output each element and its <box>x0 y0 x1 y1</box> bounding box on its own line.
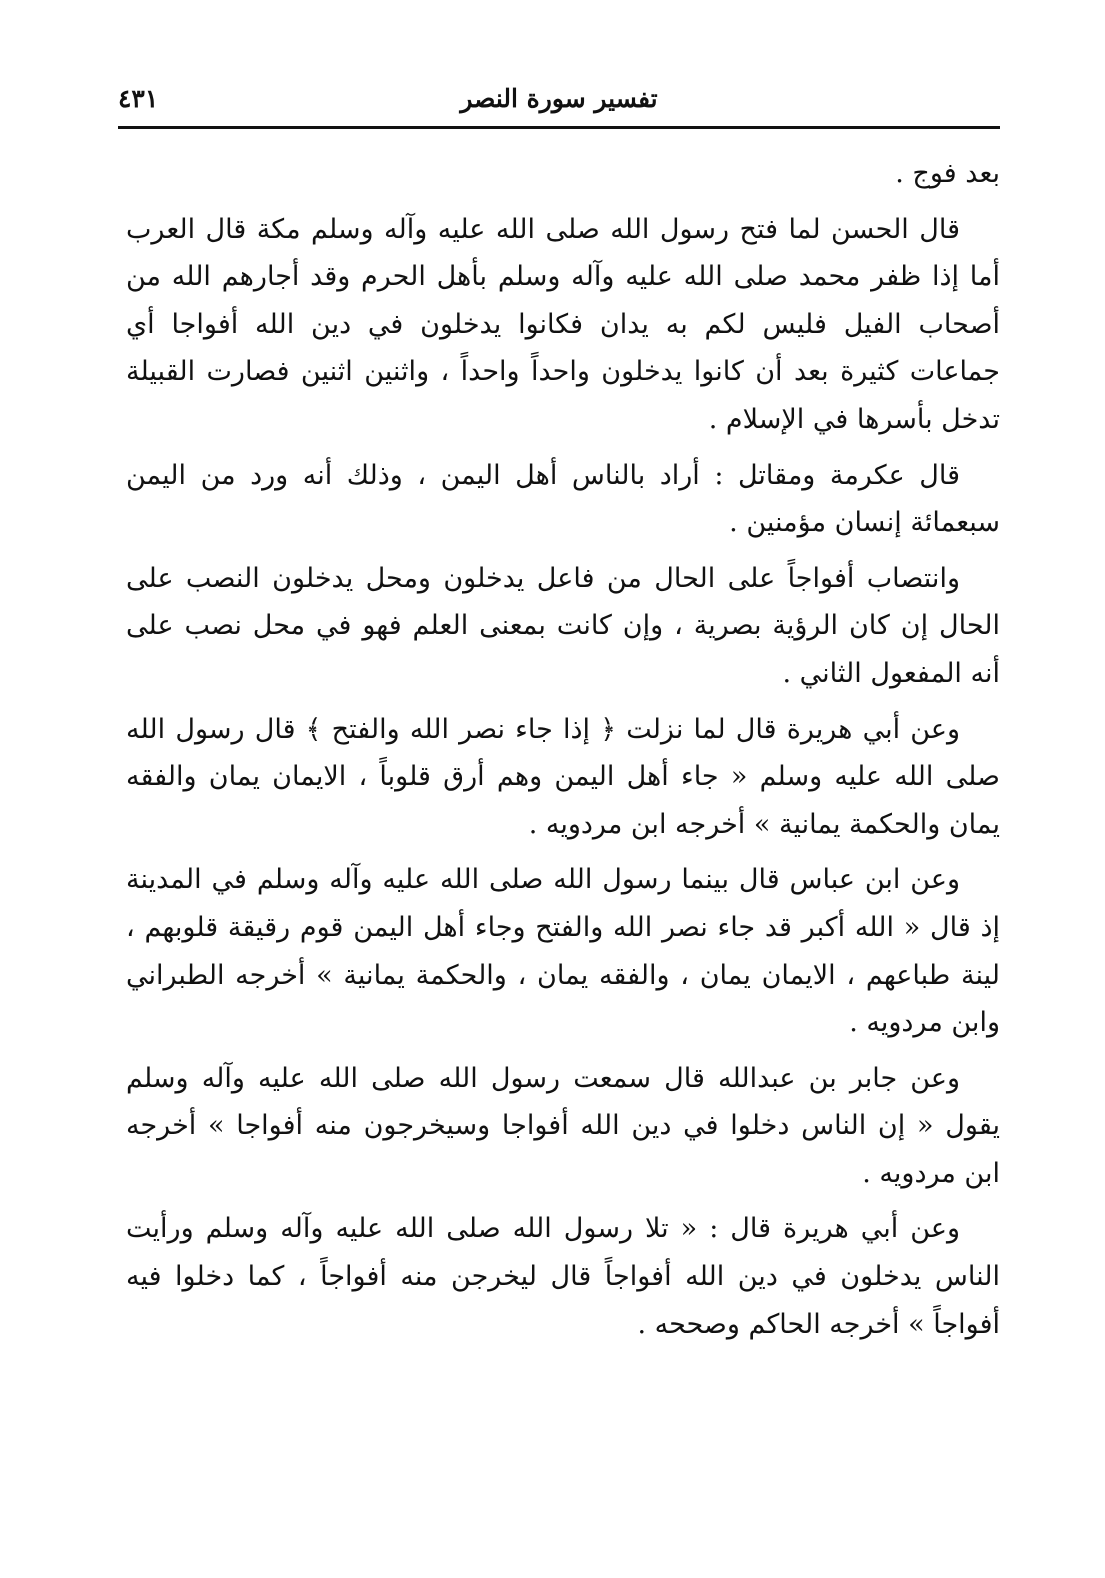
page-header <box>118 78 1000 124</box>
paragraph: قال الحسن لما فتح رسول الله صلى الله عليه وآله وسلم مكة قال العرب أما إذا ظفر محمد صلى الله عليه وآله وسلم بأهل الحرم وقد أجارهم الله من أصحاب الفيل فليس لكم به يدان فكانوا يدخلون في دين الله أفواجا أي جماعات كثيرة بعد أن كانوا يدخلون واحداً واحداً ، واثنين اثنين فصارت القبيلة تدخل بأسرها في الإسلام . <box>126 213 1000 435</box>
paragraph: وعن أبي هريرة قال لما نزلت ﴿ إذا جاء نصر الله والفتح ﴾ قال رسول الله صلى الله عليه وسلم « جاء أهل اليمن وهم أرق قلوباً ، الايمان يمان والفقه يمان والحكمة يمانية » أخرجه ابن مردويه . <box>126 713 1000 840</box>
body-text <box>126 150 1000 1356</box>
running-title: تفسير سورة النصر <box>460 84 658 113</box>
paragraph: قال عكرمة ومقاتل : أراد بالناس أهل اليمن ، وذلك أنه ورد من اليمن سبعمائة إنسان مؤمنين . <box>126 459 1000 539</box>
paragraph: وعن أبي هريرة قال : « تلا رسول الله صلى الله عليه وآله وسلم ورأيت الناس يدخلون في دين الله أفواجاً قال ليخرجن منه أفواجاً ، كما دخلوا فيه أفواجاً » أخرجه الحاكم وصححه . <box>126 1213 1000 1340</box>
header-rule <box>118 126 1000 129</box>
page-number: ٤٣١ <box>118 84 159 113</box>
paragraph: وانتصاب أفواجاً على الحال من فاعل يدخلون ومحل يدخلون النصب على الحال إن كان الرؤية بصرية ، وإن كانت بمعنى العلم فهو في محل نصب على أنه المفعول الثاني . <box>126 562 1000 689</box>
paragraph: وعن ابن عباس قال بينما رسول الله صلى الله عليه وآله وسلم في المدينة إذ قال « الله أكبر قد جاء نصر الله والفتح وجاء أهل اليمن قوم رقيقة قلوبهم ، لينة طباعهم ، الايمان يمان ، والفقه يمان ، والحكمة يمانية » أخرجه الطبراني وابن مردويه . <box>126 864 1000 1039</box>
paragraph: وعن جابر بن عبدالله قال سمعت رسول الله صلى الله عليه وآله وسلم يقول « إن الناس دخلوا في دين الله أفواجا وسيخرجون منه أفواجا » أخرجه ابن مردويه . <box>126 1062 1000 1189</box>
paragraph: بعد فوج . <box>895 158 1000 189</box>
